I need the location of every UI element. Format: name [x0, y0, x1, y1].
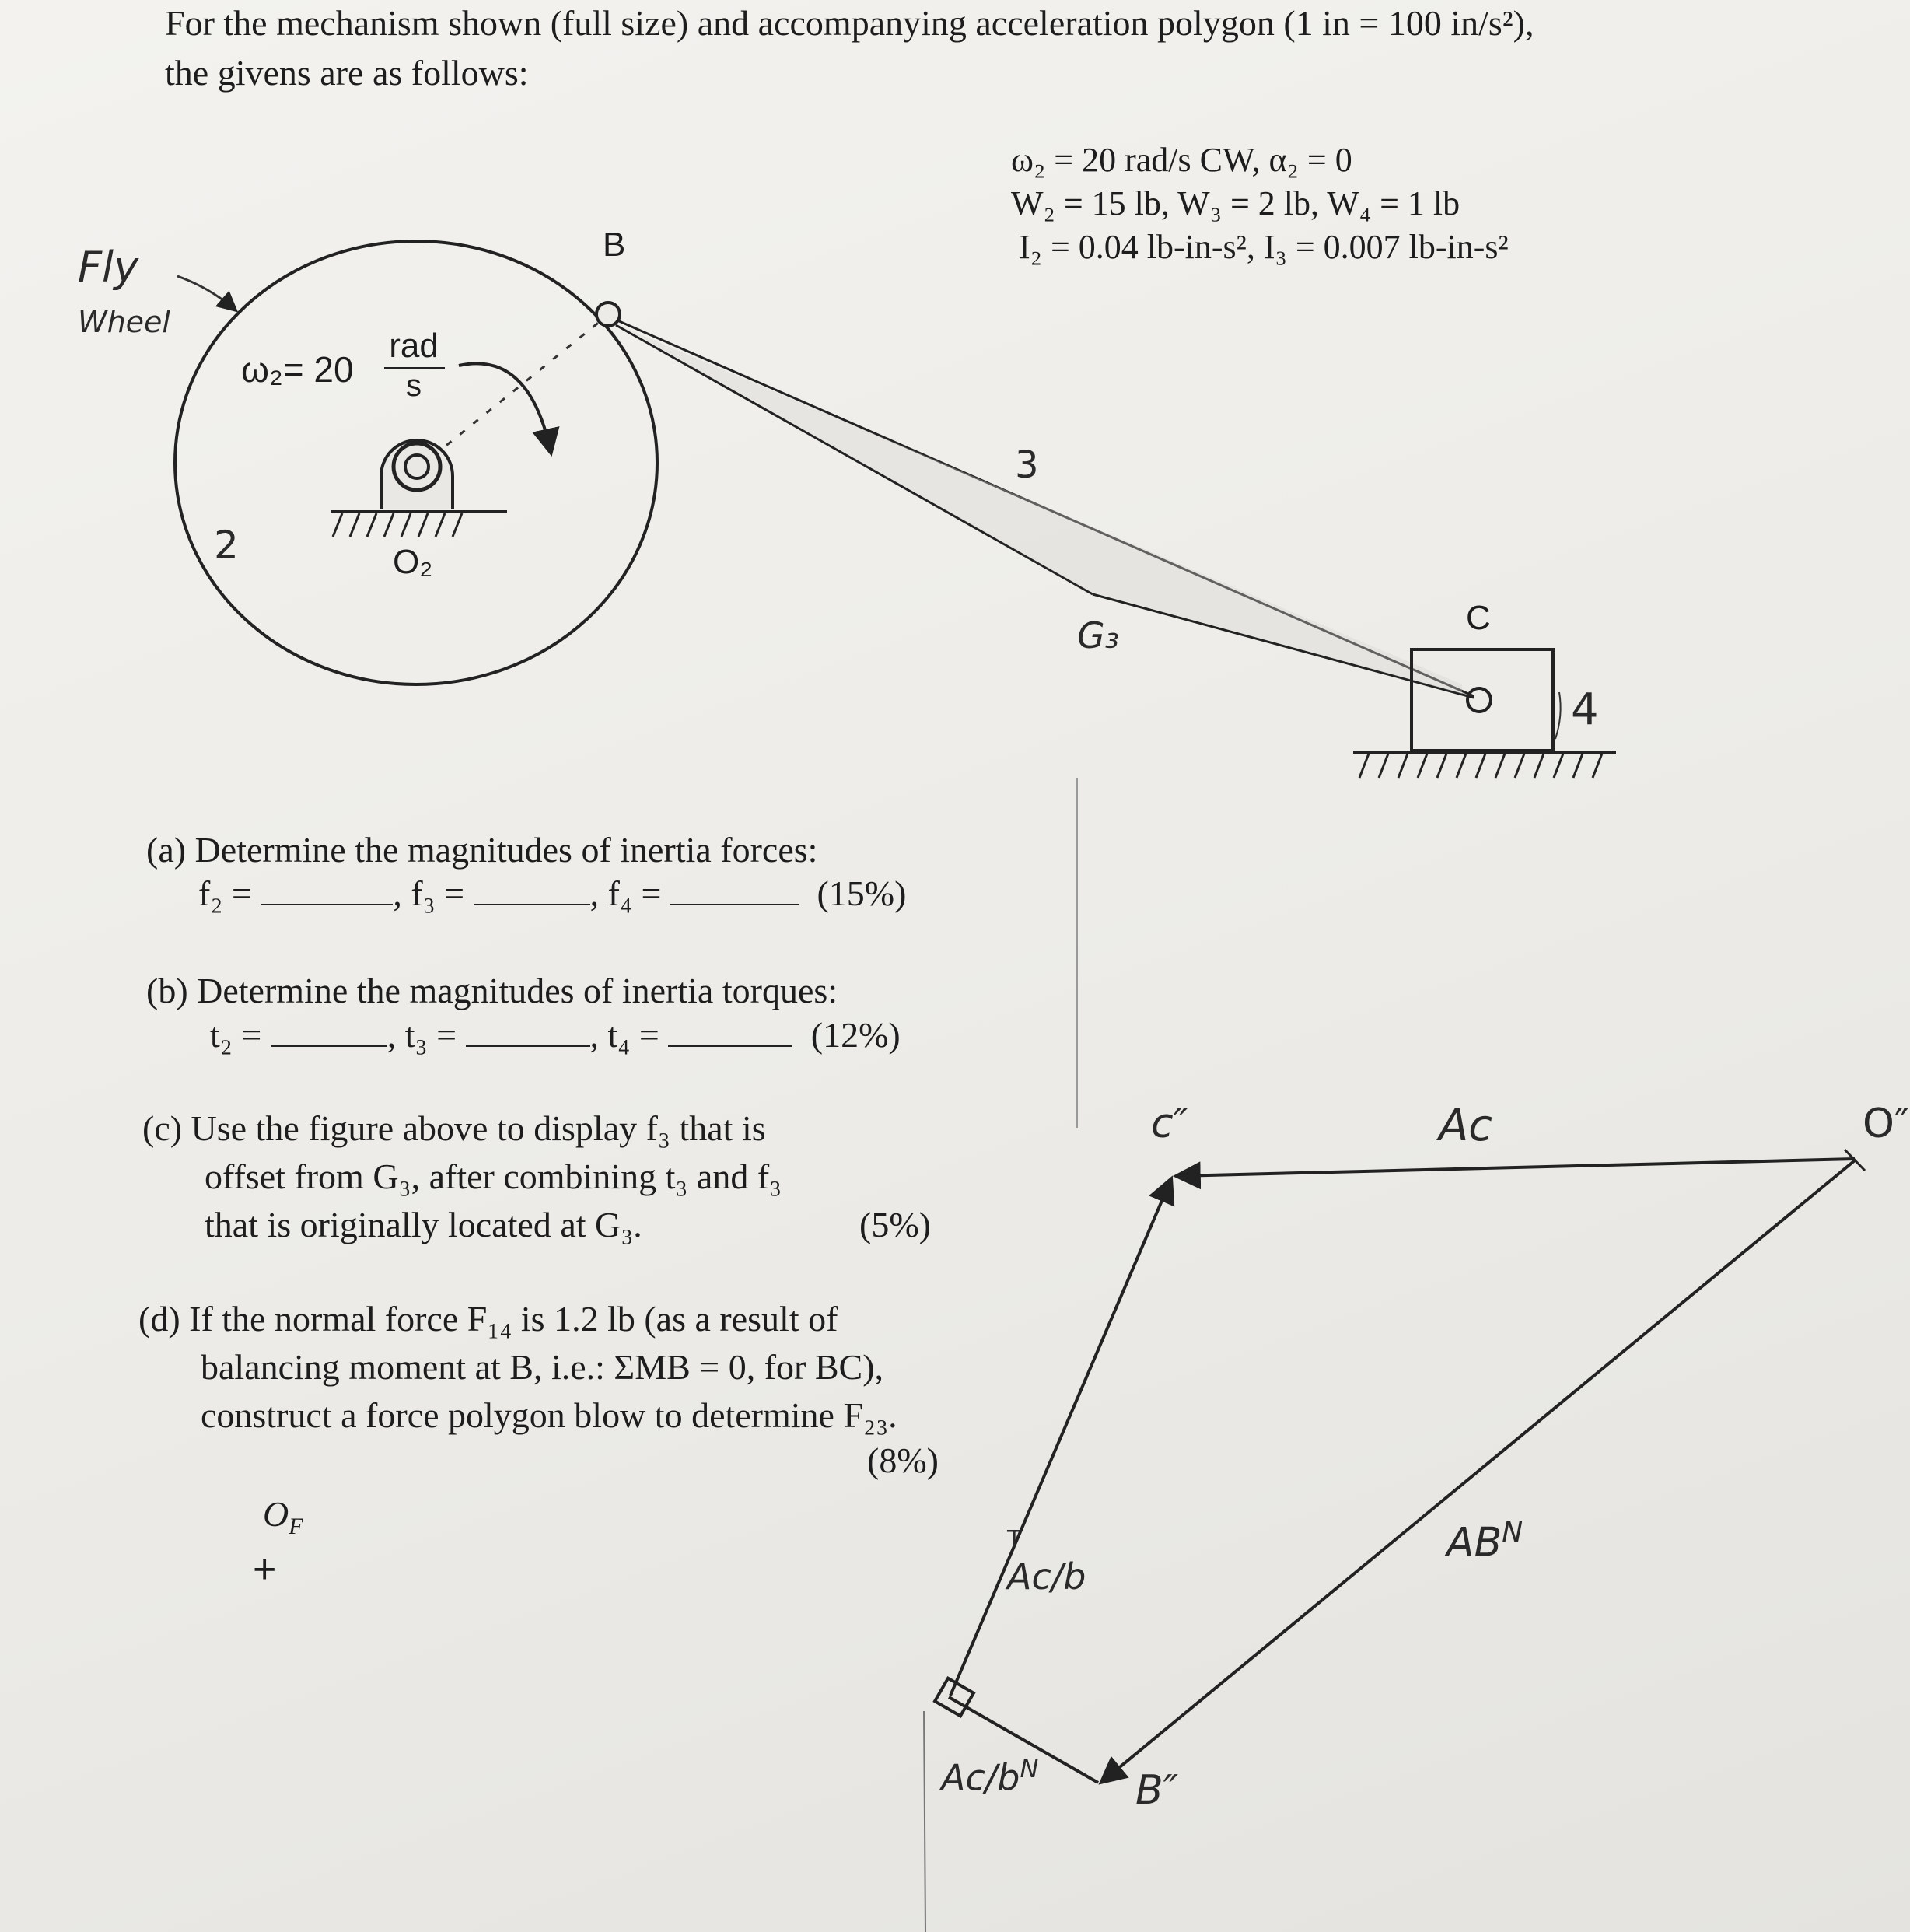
abn-text: AB	[1446, 1519, 1502, 1566]
question-a-answers	[198, 873, 906, 914]
pivot-o2	[331, 440, 507, 537]
f2-label: f₂ =	[198, 873, 252, 913]
question-b-text: (b) Determine the magnitudes of inertia torques:	[146, 971, 838, 1010]
question-d-line-1: (d) If the normal force F₁₄ is 1.2 lb (as a result of	[138, 1299, 838, 1339]
flywheel-label-line2: Wheel	[78, 305, 170, 339]
question-c-line-1: (c) Use the figure above to display f₃ that is	[142, 1108, 766, 1148]
t2-label: t₂ =	[210, 1015, 262, 1055]
link2-label: 2	[214, 523, 239, 568]
polygon-acbt-label: Ac/b	[1007, 1556, 1086, 1598]
polygon-ac-label: Ac	[1439, 1101, 1493, 1151]
force-origin-mark[interactable]: +	[253, 1547, 277, 1592]
t4-blank[interactable]	[668, 1014, 792, 1047]
acceleration-polygon	[935, 1150, 1865, 1783]
point-b-label: B	[603, 226, 626, 264]
givens-line-2: W₂ = 15 lb, W₃ = 2 lb, W₄ = 1 lb	[1011, 184, 1460, 222]
g3-label: G₃	[1077, 614, 1120, 656]
force-origin-sub: F	[289, 1514, 303, 1540]
f3-label: , f₃ =	[393, 873, 465, 913]
question-b-points: (12%)	[810, 1015, 901, 1055]
flywheel-pointer-arrow	[177, 276, 235, 310]
page-fold-line-lower	[924, 1711, 925, 1932]
omega-label: ω₂= 20	[241, 349, 354, 390]
force-origin-letter: O	[263, 1494, 289, 1534]
polygon-acbt-sup: T	[1007, 1526, 1022, 1553]
f3-blank[interactable]	[474, 873, 590, 905]
polygon-abn-label	[1446, 1517, 1523, 1566]
question-c-line-3: that is originally located at G₃.	[205, 1205, 642, 1244]
t4-label: , t₄ =	[589, 1015, 659, 1055]
intro-line-2: the givens are as follows:	[165, 53, 529, 93]
polygon-c-label: c″	[1151, 1101, 1189, 1147]
t3-label: , t₃ =	[387, 1015, 457, 1055]
polygon-origin-label: O″	[1863, 1101, 1910, 1147]
acbn-sup: N	[1020, 1754, 1039, 1783]
pin-b	[596, 303, 620, 326]
acbn-text: Ac/b	[941, 1756, 1020, 1799]
intro-line-1: For the mechanism shown (full size) and accompanying acceleration polygon (1 in = 100 in/s²),	[165, 3, 1534, 43]
question-b-answers	[210, 1014, 901, 1055]
givens-line-3: I₂ = 0.04 lb-in-s², I₃ = 0.007 lb-in-s²	[1019, 228, 1509, 266]
link3-label: 3	[1015, 443, 1039, 487]
f4-blank[interactable]	[670, 873, 799, 905]
f4-label: , f₄ =	[589, 873, 662, 913]
slider-label: 4	[1571, 684, 1599, 735]
force-origin-label	[263, 1493, 303, 1540]
question-a-text: (a) Determine the magnitudes of inertia forces:	[146, 830, 818, 870]
abn-sup: N	[1502, 1517, 1523, 1549]
question-c-points: (5%)	[859, 1205, 931, 1244]
pivot-o2-label: O₂	[393, 543, 433, 581]
question-d-line-3: construct a force polygon blow to determine F₂₃.	[201, 1395, 897, 1435]
flywheel-label-line1: Fly	[78, 243, 139, 292]
omega-unit-num: rad	[389, 327, 439, 365]
polygon-acbn-label	[941, 1754, 1038, 1798]
question-a-points: (15%)	[817, 873, 907, 913]
t3-blank[interactable]	[466, 1014, 590, 1047]
polygon-b-label: B″	[1135, 1767, 1179, 1814]
question-d-points: (8%)	[867, 1440, 939, 1480]
connecting-rod-bc	[605, 315, 1474, 698]
t2-blank[interactable]	[271, 1014, 387, 1047]
crank-line	[420, 317, 605, 467]
question-d-line-2: balancing moment at B, i.e.: ΣMB = 0, for BC),	[201, 1347, 884, 1387]
question-c-line-2: offset from G₃, after combining t₃ and f₃	[205, 1157, 782, 1196]
f2-blank[interactable]	[261, 873, 393, 905]
givens-line-1: ω₂ = 20 rad/s CW, α₂ = 0	[1011, 141, 1352, 179]
omega-unit-den: s	[406, 369, 422, 403]
point-c-label: C	[1466, 599, 1491, 637]
omega-rotation-arrow	[459, 363, 551, 451]
